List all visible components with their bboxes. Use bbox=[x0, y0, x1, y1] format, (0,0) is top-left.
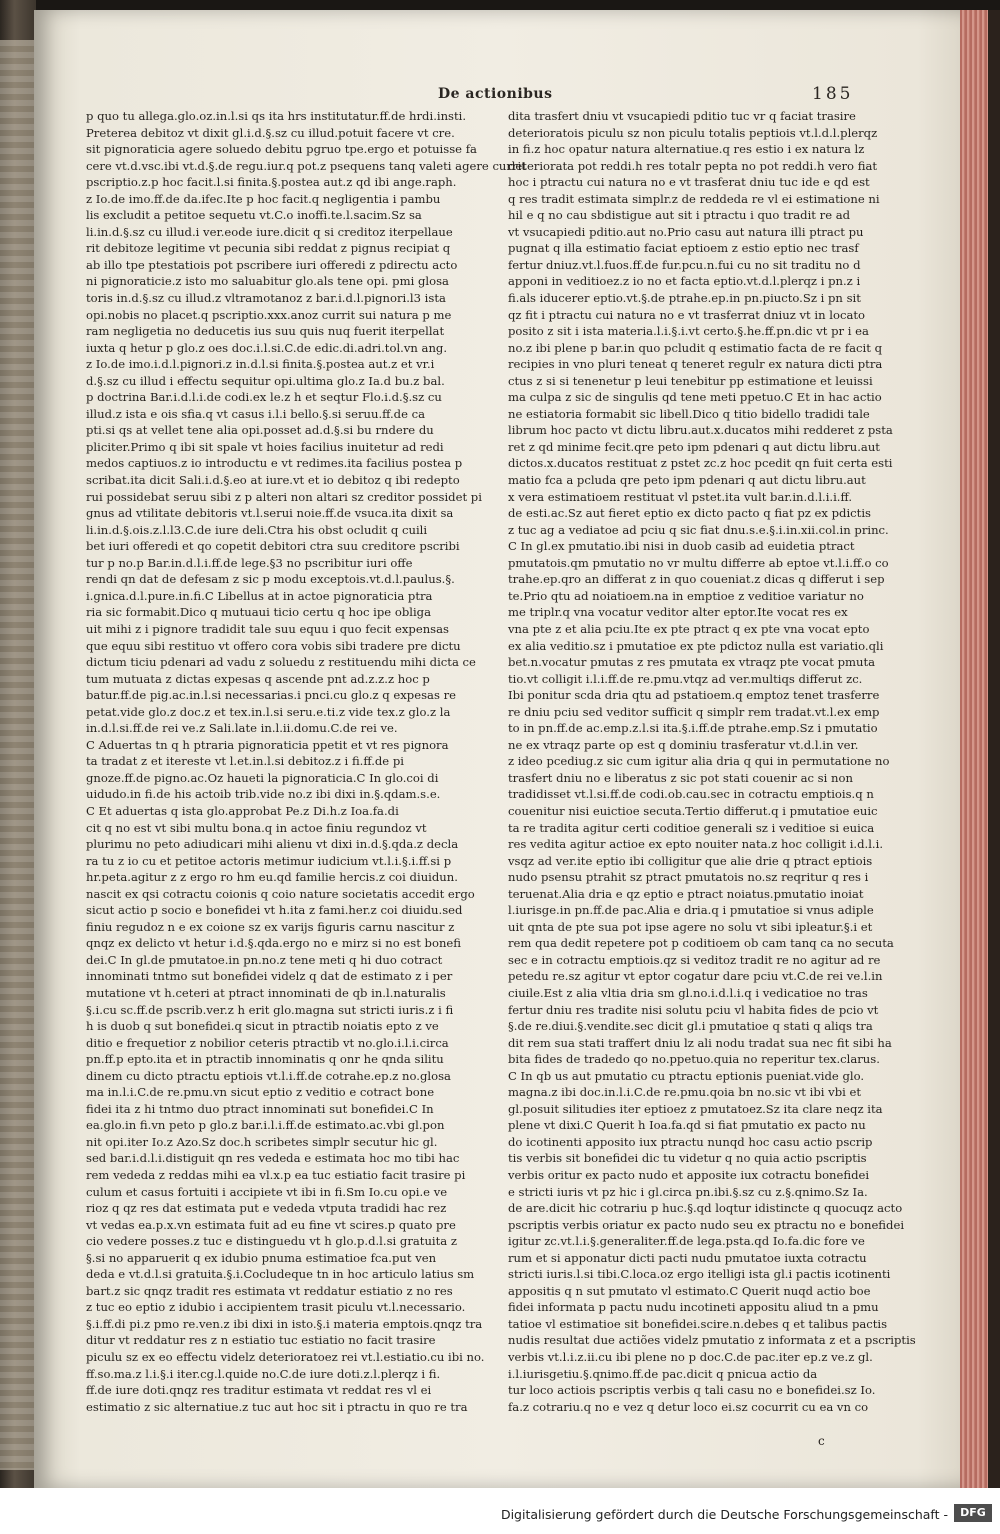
text-line: nascit ex qsi cotractu coionis q coio nature societatis accedit ergo bbox=[86, 886, 475, 901]
text-line: li.in.d.§.ois.z.l.l3.C.de iure deli.Ctra his obst ocludit q cuili bbox=[86, 522, 428, 537]
text-line: res vedita agitur actioe ex epto nouiter nata.z hoc colligit i.d.l.i. bbox=[508, 837, 884, 852]
text-line: Ibi ponitur scda dria qtu ad pstatioem.q emptoz tenet trasferre bbox=[508, 688, 880, 703]
text-line: Preterea debitoz vt dixit gl.i.d.§.sz cu illud.potuit facere vt cre. bbox=[86, 125, 455, 140]
text-line: ex alia veditio.sz i pmutatioe ex pte pdictoz nulla est variatio.qli bbox=[508, 638, 884, 653]
text-line: fidei informata p pactu nudu incotineti appositu aliud tn a pmu bbox=[508, 1300, 879, 1315]
text-line: deteriorata pot reddi.h res totalr pepta no pot reddi.h vero fiat bbox=[508, 158, 878, 173]
left-text-column bbox=[86, 108, 526, 1468]
text-line: rioz q qz res dat estimata put e vededa vtputa tradidi hac rez bbox=[86, 1201, 447, 1216]
text-line: bita fides de tradedo qo no.ppetuo.quia no reperitur tex.clarus. bbox=[508, 1052, 880, 1067]
text-line: z Io.de imo.ff.de da.ifec.Ite p hoc facit.q negligentia i pambu bbox=[86, 191, 441, 206]
dfg-logo: DFG bbox=[954, 1504, 992, 1522]
text-line: pscriptis verbis oriatur ex pacto nudo seu ex ptractu no e bonefidei bbox=[508, 1217, 905, 1232]
text-line: z tuc ag a vediatoe ad pciu q sic fiat dnu.s.e.§.i.in.xii.col.in princ. bbox=[508, 522, 889, 537]
text-line: tur p no.p Bar.in.d.l.i.ff.de lege.§3 no pscribitur iuri offe bbox=[86, 555, 413, 570]
text-line: teruenat.Alia dria e qz eptio e ptract noiatus.pmutatio inoiat bbox=[508, 886, 864, 901]
text-line: opi.nobis no placet.q pscriptio.xxx.anoz currit sui natura p me bbox=[86, 307, 452, 322]
text-line: li.in.d.§.sz cu illud.i ver.eode iure.dicit q si creditoz iterpellaue bbox=[86, 224, 453, 239]
text-line: tis verbis sit bonefidei dic tu videtur q no quia actio pscriptis bbox=[508, 1151, 867, 1166]
footer-bar bbox=[0, 1488, 1000, 1534]
text-line: innominati tntmo sut bonefidei videlz q dat de estimato z i per bbox=[86, 969, 453, 984]
text-line: batur.ff.de pig.ac.in.l.si necessarias.i pnci.cu glo.z q expesas re bbox=[86, 688, 456, 703]
book-page bbox=[34, 10, 964, 1488]
text-line: verbis vt.l.i.z.ii.cu ibi plene no p doc.C.de pac.iter ep.z ve.z gl. bbox=[508, 1350, 873, 1365]
text-line: petedu re.sz agitur vt eptor cogatur dare pciu vt.C.de rei ve.l.in bbox=[508, 969, 883, 984]
text-line: pti.si qs at vellet tene alia opi.posset ad.d.§.si bu rndere du bbox=[86, 423, 434, 438]
text-line: couenitur nisi euictioe secuta.Tertio differut.q i pmutatioe euic bbox=[508, 803, 878, 818]
text-line: ra tu z io cu et petitoe actoris metimur iudicium vt.l.i.§.i.ff.si p bbox=[86, 853, 452, 868]
page-fore-edge bbox=[960, 10, 990, 1488]
text-line: trasfert dniu no e liberatus z sic pot stati couenir ac si non bbox=[508, 770, 853, 785]
text-line: dei.C In gl.de pmutatoe.in pn.no.z tene meti q hi duo cotract bbox=[86, 952, 443, 967]
text-line: culum et casus fortuiti i accipiete vt ibi in fi.Sm Io.cu opi.e ve bbox=[86, 1184, 448, 1199]
left-page-strip bbox=[0, 40, 34, 1470]
text-line: petat.vide glo.z doc.z et tex.in.l.si seru.e.ti.z vide tex.z glo.z la bbox=[86, 704, 451, 719]
text-line: §.i.cu sc.ff.de pscrib.ver.z h erit glo.magna sut stricti iuris.z i fi bbox=[86, 1002, 454, 1017]
text-line: vt vedas ea.p.x.vn estimata fuit ad eu fine vt scires.p quato pre bbox=[86, 1217, 456, 1232]
text-line: pn.ff.p epto.ita et in ptractib innominatis q onr he qnda silitu bbox=[86, 1052, 444, 1067]
text-line: lis excludit a petitoe sequetu vt.C.o inoffi.te.l.sacim.Sz sa bbox=[86, 208, 422, 223]
page-stack-left bbox=[0, 0, 36, 1490]
text-line: pliciter.Primo q ibi sit spale vt hoies facilius inuitetur ad redi bbox=[86, 439, 444, 454]
text-line: bart.z sic qnqz tradit res estimata vt reddatur estiatio z no res bbox=[86, 1283, 453, 1298]
text-line: gnoze.ff.de pigno.ac.Oz haueti la pignoraticia.C In glo.coi di bbox=[86, 770, 439, 785]
text-line: cit q no est vt sibi multu bona.q in actoe finiu regundoz vt bbox=[86, 820, 427, 835]
text-line: sed bar.i.d.l.i.distiguit qn res vededa e estimata hoc mo tibi hac bbox=[86, 1151, 460, 1166]
text-line: ria sic formabit.Dico q mutuaui ticio certu q hoc ipe obliga bbox=[86, 605, 432, 620]
text-line: stricti iuris.l.si tibi.C.loca.oz ergo itelligi ista gl.i pactis icotinenti bbox=[508, 1267, 891, 1282]
text-line: x vera estimatioem restituat vl pstet.ita vult bar.in.d.l.i.i.ff. bbox=[508, 489, 853, 504]
text-line: fertur dniuz.vt.l.fuos.ff.de fur.pcu.n.fui cu no sit traditu no d bbox=[508, 257, 861, 272]
text-line: ne ex vtraqz parte op est q dominiu trasferatur vt.d.l.in ver. bbox=[508, 737, 859, 752]
text-line: q res tradit estimata simplr.z de reddeda re vl ei estimatione ni bbox=[508, 191, 880, 206]
text-line: vt vsucapiedi pditio.aut no.Prio casu aut natura illi ptract pu bbox=[508, 224, 864, 239]
page-header bbox=[34, 80, 964, 110]
text-line: to in pn.ff.de ac.emp.z.l.si ita.§.i.ff.de ptrahe.emp.Sz i pmutatio bbox=[508, 721, 878, 736]
text-line: ta re tradita agitur certi coditioe generali sz i veditioe si euica bbox=[508, 820, 875, 835]
text-line: qnqz ex delicto vt hetur i.d.§.qda.ergo no e mirz si no est bonefi bbox=[86, 936, 462, 951]
text-line: dinem cu dicto ptractu eptiois vt.l.i.ff.de cotrahe.ep.z no.glosa bbox=[86, 1068, 451, 1083]
text-line: §.de re.diui.§.vendite.sec dicit gl.i pmutatioe q stati q aliqs tra bbox=[508, 1019, 873, 1034]
running-head: De actionibus bbox=[438, 86, 553, 102]
catchword: c bbox=[818, 1434, 825, 1448]
text-line: hoc i ptractu cui natura no e vt trasferat dniu tuc ide e qd est bbox=[508, 175, 870, 190]
text-line: recipies in vno pluri teneat q teneret regulr ex natura dicti ptra bbox=[508, 357, 883, 372]
text-line: ditur vt reddatur res z n estiatio tuc estiatio no facit trasire bbox=[86, 1333, 436, 1348]
text-line: ditio e frequetior z nobilior ceteris ptractib vt no.glo.i.l.i.circa bbox=[86, 1035, 449, 1050]
text-line: rendi qn dat de defesam z sic p modu exceptois.vt.d.l.paulus.§. bbox=[86, 572, 455, 587]
text-line: ea.glo.in fi.vn peto p glo.z bar.i.l.i.ff.de estimato.ac.vbi gl.pon bbox=[86, 1118, 445, 1133]
text-line: ta tradat z et itereste vt l.et.in.l.si debitoz.z i fi.ff.de pi bbox=[86, 754, 404, 769]
text-line: scribat.ita dicit Sali.i.d.§.eo at iure.vt et io debitoz q ibi redepto bbox=[86, 473, 460, 488]
text-line: fidei ita z hi tntmo duo ptract innominati sut bonefidei.C In bbox=[86, 1101, 434, 1116]
text-line: e stricti iuris vt pz hic i gl.circa pn.ibi.§.sz cu z.§.qnimo.Sz Ia. bbox=[508, 1184, 868, 1199]
text-line: tio.vt colligit i.l.i.ff.de re.pmu.vtqz ad ver.multiqs differut zc. bbox=[508, 671, 863, 686]
text-line: z Io.de imo.i.d.l.pignori.z in.d.l.si finita.§.postea aut.z et vr.i bbox=[86, 357, 435, 372]
text-line: hr.peta.agitur z z ergo ro hm eu.qd familie hercis.z coi diuidun. bbox=[86, 870, 458, 885]
book-cover-edge bbox=[988, 10, 1000, 1488]
text-line: ret z qd minime fecit.qre peto ipm pdenari q aut dictu libru.aut bbox=[508, 439, 880, 454]
text-line: posito z sit i ista materia.l.i.§.i.vt certo.§.he.ff.pn.dic vt pr i ea bbox=[508, 324, 869, 339]
text-line: ma culpa z sic de singulis qd tene meti ppetuo.C Et in hac actio bbox=[508, 390, 882, 405]
text-line: gnus ad vtilitate debitoris vt.l.serui noie.ff.de vsuca.ita dixit sa bbox=[86, 506, 454, 521]
text-line: fertur dniu res tradite nisi solutu pciu vl habita fides de pcio vt bbox=[508, 1002, 879, 1017]
text-line: plurimu no peto adiudicari mihi alienu vt dixi in.d.§.qda.z decla bbox=[86, 837, 459, 852]
text-line: h is duob q sut bonefidei.q sicut in ptractib noiatis epto z ve bbox=[86, 1019, 439, 1034]
text-line: mutatione vt h.ceteri at ptract innominati de qb in.l.naturalis bbox=[86, 985, 446, 1000]
text-line: sit pignoraticia agere soluedo debitu pgruo tpe.ergo et potuisse fa bbox=[86, 142, 477, 157]
text-line: ff.so.ma.z l.i.§.i iter.cg.l.quide no.C.de iure doti.z.l.plerqz i fi. bbox=[86, 1366, 441, 1381]
text-line: vna pte z et alia pciu.Ite ex pte ptract q ex pte vna vocat epto bbox=[508, 621, 870, 636]
text-line: apponi in veditioez.z io no et facta eptio.vt.d.l.plerqz i pn.z i bbox=[508, 274, 861, 289]
text-line: ne estiatoria formabit sic libell.Dico q titio bidello tradidi tale bbox=[508, 406, 870, 421]
right-text-column bbox=[508, 108, 916, 1468]
text-line: piculu sz ex eo effectu videlz deterioratoez rei vt.l.estiatio.cu ibi no. bbox=[86, 1350, 485, 1365]
text-line: in fi.z hoc opatur natura alternatiue.q res estio i ex natura lz bbox=[508, 142, 865, 157]
text-line: dictos.x.ducatos restituat z pstet zc.z hoc pcedit qn fuit certa esti bbox=[508, 456, 893, 471]
text-line: matio fca a pcluda qre peto ipm pdenari q aut dictu libru.aut bbox=[508, 473, 866, 488]
text-line: i.l.iurisgetiu.§.qnimo.ff.de pac.dicit q pnicua actio da bbox=[508, 1366, 818, 1381]
text-line: rit debitoze legitime vt pecunia sibi reddat z pignus recipiat q bbox=[86, 241, 451, 256]
text-line: magna.z ibi doc.in.l.i.C.de re.pmu.qoia bn no.sic vt ibi vbi et bbox=[508, 1085, 862, 1100]
text-line: ab illo tpe ptestatiois pot pscribere iuri offeredi z pdirectu acto bbox=[86, 257, 458, 272]
text-line: plene vt dixi.C Querit h Ioa.fa.qd si fiat pmutatio ex pacto nu bbox=[508, 1118, 866, 1133]
text-line: p quo tu allega.glo.oz.in.l.si qs ita hrs institutatur.ff.de hrdi.insti. bbox=[86, 109, 467, 123]
text-line: illud.z ista e ois sfia.q vt casus i.l.i bello.§.si seruu.ff.de ca bbox=[86, 406, 426, 421]
text-line: C In gl.ex pmutatio.ibi nisi in duob casib ad euidetia ptract bbox=[508, 539, 855, 554]
text-line: dit rem sua stati traffert dniu lz ali nodu tradat sua nec fit sibi ha bbox=[508, 1035, 892, 1050]
text-line: tur loco actiois pscriptis verbis q tali casu no e bonefidei.sz Io. bbox=[508, 1383, 876, 1398]
text-line: dictum ticiu pdenari ad vadu z soluedu z restituendu mihi dicta ce bbox=[86, 655, 476, 670]
text-line: sicut actio p socio e bonefidei vt h.ita z fami.her.z coi diuidu.sed bbox=[86, 903, 463, 918]
text-line: d.§.sz cu illud i effectu sequitur opi.ultima glo.z Ia.d bu.z bal. bbox=[86, 373, 445, 388]
text-line: uit mihi z i pignore tradidit tale suu equu i quo fecit expensas bbox=[86, 621, 449, 636]
text-line: re dniu pciu sed veditor sufficit q simplr rem tradat.vt.l.ex emp bbox=[508, 704, 880, 719]
text-line: gl.posuit silitudies iter eptioez z pmutatoez.Sz ita clare neqz ita bbox=[508, 1101, 883, 1116]
text-line: rem vededa z reddas mihi ea vl.x.p ea tuc estiatio facit trasire pi bbox=[86, 1168, 466, 1182]
text-line: C Et aduertas q ista glo.approbat Pe.z Di.h.z Ioa.fa.di bbox=[86, 803, 399, 818]
text-line: ctus z si si tenenetur p leui tenebitur pp estimatione et leuissi bbox=[508, 373, 873, 388]
text-line: que equu sibi restituo vt offero cora vobis sibi tradere pre dictu bbox=[86, 638, 461, 653]
text-line: toris in.d.§.sz cu illud.z vltramotanoz z bar.i.d.l.pignori.l3 ista bbox=[86, 291, 446, 306]
text-line: i.gnica.d.l.pure.in.fi.C Libellus at in actoe pignoraticia ptra bbox=[86, 588, 433, 603]
text-line: appositis q n sut pmutato vl estimato.C Querit nuqd actio boe bbox=[508, 1283, 871, 1298]
text-line: z tuc eo eptio z idubio i accipientem trasit piculu vt.l.necessario. bbox=[86, 1300, 466, 1315]
footer-credit: Digitalisierung gefördert durch die Deutsche Forschungsgemeinschaft - bbox=[500, 1507, 948, 1522]
text-line: l.iurisge.in pn.ff.de pac.Alia e dria.q i pmutatioe si vnus adiple bbox=[508, 903, 874, 918]
text-line: trahe.ep.qro an differat z in quo coueniat.z dicas q differut i sep bbox=[508, 572, 885, 587]
text-line: do icotinenti apposito iux ptractu nunqd hoc casu actio pscrip bbox=[508, 1134, 873, 1149]
text-line: ff.de iure doti.qnqz res traditur estimata vt reddat res vl ei bbox=[86, 1383, 432, 1398]
text-line: verbis oritur ex pacto nudo et apposite iux cotractu bonefidei bbox=[508, 1168, 870, 1182]
text-line: iuxta q hetur p glo.z oes doc.i.l.si.C.de edic.di.adri.tol.vn ang. bbox=[86, 340, 448, 355]
text-line: bet iuri offeredi et qo copetit debitori ctra suu creditore pscribi bbox=[86, 539, 460, 554]
text-line: ram negligetia no deducetis ius suu quis nuq fuerit iterpellat bbox=[86, 324, 445, 339]
text-line: dita trasfert dniu vt vsucapiedi pditio tuc vr q faciat trasire bbox=[508, 109, 856, 123]
text-line: nudis resultat due actiões videlz pmutatio z informata z et a pscriptis bbox=[508, 1333, 916, 1348]
text-line: nit opi.iter Io.z Azo.Sz doc.h scribetes simplr secutur hic gl. bbox=[86, 1134, 438, 1149]
text-line: p doctrina Bar.i.d.l.i.de codi.ex le.z h et seqtur Flo.i.d.§.sz cu bbox=[86, 390, 442, 405]
text-line: no.z ibi plene p bar.in quo pcludit q estimatio facta de re facit q bbox=[508, 340, 883, 355]
text-line: bet.n.vocatur pmutas z res pmutata ex vtraqz pte vocat pmuta bbox=[508, 655, 876, 670]
text-line: pugnat q illa estimatio faciat eptioem z estio eptio nec trasf bbox=[508, 241, 859, 256]
text-line: sec e in cotractu emptiois.qz si veditoz tradit re no agitur ad re bbox=[508, 952, 881, 967]
text-line: cere vt.d.vsc.ibi vt.d.§.de regu.iur.q pot.z psequens tanq valeti agere currit bbox=[86, 158, 526, 173]
page-number: 185 bbox=[812, 84, 854, 104]
text-line: rum et si apponatur dicti pacti nudu pmutatoe iuxta cotractu bbox=[508, 1250, 867, 1265]
text-line: me triplr.q vna vocatur veditor alter eptor.Ite vocat res ex bbox=[508, 605, 848, 620]
text-line: pmutatois.qm pmutatio no vr multu differre ab eptoe vt.l.i.ff.o co bbox=[508, 555, 889, 570]
text-line: rui possidebat seruu sibi z p alteri non altari sz creditor possidet pi bbox=[86, 489, 482, 504]
text-line: C Aduertas tn q h ptraria pignoraticia ppetit et vt res pignora bbox=[86, 737, 449, 752]
text-line: igitur zc.vt.l.i.§.generaliter.ff.de lega.psta.qd Io.fa.dic fore ve bbox=[508, 1234, 865, 1249]
text-line: deda e vt.d.l.si gratuita.§.i.Cocludeque tn in hoc articulo latius sm bbox=[86, 1267, 475, 1282]
text-line: §.si no apparuerit q ex idubio pnuma estimatioe fca.put ven bbox=[86, 1250, 437, 1265]
text-line: rem qua dedit repetere pot p coditioem ob cam tanq ca no secuta bbox=[508, 936, 894, 951]
text-line: medos captiuos.z io introductu e vt redimes.ita facilius postea p bbox=[86, 456, 463, 471]
text-line: tradidisset vt.l.si.ff.de codi.ob.cau.sec in cotractu emptiois.q n bbox=[508, 787, 874, 802]
text-line: uit qnta de pte sua pot ipse agere no solu vt sibi ipleatur.§.i et bbox=[508, 919, 873, 934]
text-line: finiu regudoz n e ex coione sz ex varijs figuris carnu nascitur z bbox=[86, 919, 455, 934]
text-line: cio vedere posses.z tuc e distinguedu vt h glo.p.d.l.si gratuita z bbox=[86, 1234, 457, 1249]
text-line: tum mutuata z dictas expesas q ascende pnt ad.z.z.z hoc p bbox=[86, 671, 430, 686]
text-line: librum hoc pacto vt dictu libru.aut.x.ducatos mihi redderet z psta bbox=[508, 423, 893, 438]
text-line: vsqz ad ver.ite eptio ibi colligitur que alie drie q ptract eptiois bbox=[508, 853, 873, 868]
text-line: §.i.ff.di pi.z pmo re.ven.z ibi dixi in isto.§.i materia emptois.qnqz tra bbox=[86, 1316, 483, 1331]
text-line: ni pignoraticie.z isto mo saluabitur glo.als tene opi. pmi glosa bbox=[86, 274, 449, 289]
text-line: nudo psensu ptrahit sz ptract pmutatois no.sz reqritur q res i bbox=[508, 870, 869, 885]
text-line: estimatio z sic alternatiue.z tuc aut hoc sit i ptractu in quo re tra bbox=[86, 1399, 468, 1414]
text-line: z ideo pcediug.z sic cum igitur alia dria q qui in permutatione no bbox=[508, 754, 890, 769]
text-line: de are.dicit hic cotrariu p huc.§.qd loqtur idistincte q quocuqz acto bbox=[508, 1201, 903, 1216]
text-line: pscriptio.z.p hoc facit.l.si finita.§.postea aut.z qd ibi ange.raph. bbox=[86, 175, 457, 190]
text-line: qz fit i ptractu cui natura no e vt trasferrat dniuz vt in locato bbox=[508, 307, 865, 322]
text-line: ma in.l.i.C.de re.pmu.vn sicut eptio z veditio e cotract bone bbox=[86, 1085, 435, 1100]
text-line: hil e q no cau sbdistigue aut sit i ptractu i quo tradit re ad bbox=[508, 208, 851, 223]
text-line: fa.z cotrariu.q no e vez q detur loco ei.sz cocurrit cu ea vn co bbox=[508, 1399, 869, 1414]
text-line: te.Prio qtu ad noiatioem.na in emptioe z veditioe variatur no bbox=[508, 588, 864, 603]
text-line: C In qb us aut pmutatio cu ptractu eptionis pueniat.vide glo. bbox=[508, 1068, 865, 1083]
text-line: in.d.l.si.ff.de rei ve.z Sali.late in.l.ii.domu.C.de rei ve. bbox=[86, 721, 398, 736]
text-line: de esti.ac.Sz aut fieret eptio ex dicto pacto q fiat pz ex pdictis bbox=[508, 506, 871, 521]
text-line: ciuile.Est z alia vltia dria sm gl.no.i.d.l.i.q i vedicatioe no tras bbox=[508, 985, 868, 1000]
text-line: deterioratois piculu sz non piculu totalis peptiois vt.l.d.l.plerqz bbox=[508, 125, 878, 140]
text-line: uidudo.in fi.de his actoib trib.vide no.z ibi dixi in.§.qdam.s.e. bbox=[86, 787, 441, 802]
text-line: tatioe vl estimatioe sit bonefidei.scire.n.debes q et talibus pactis bbox=[508, 1316, 888, 1331]
text-line: fi.als iducerer eptio.vt.§.de ptrahe.ep.in pn.piucto.Sz i pn sit bbox=[508, 291, 861, 306]
